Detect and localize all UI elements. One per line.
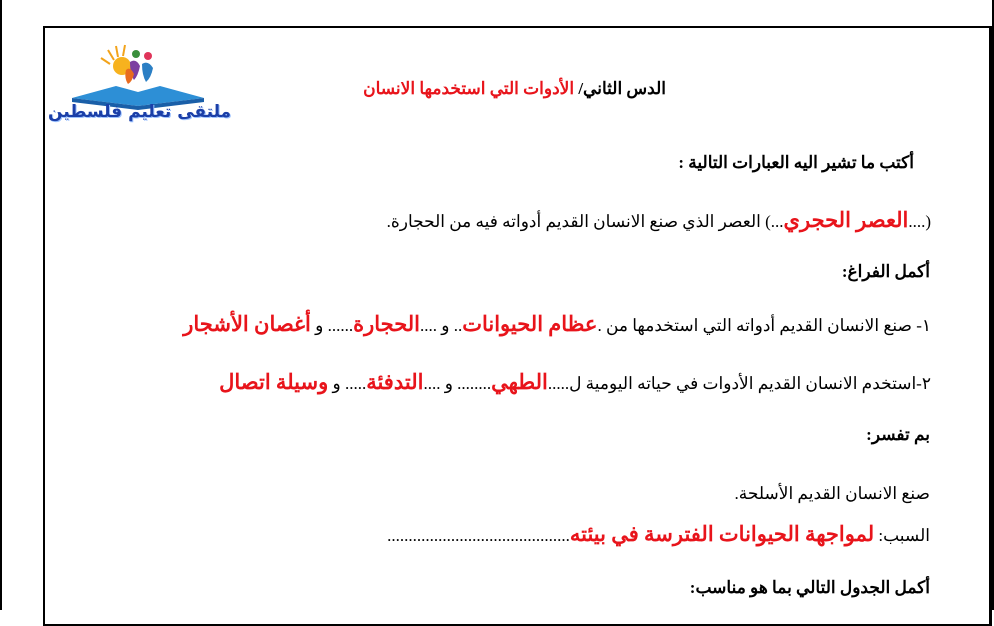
answer-reason: لمواجهة الحيوانات الفترسة في بيئته: [569, 522, 875, 546]
lesson-number: الدس الثاني/: [574, 79, 666, 98]
fill-question-1: [183, 312, 931, 337]
section-heading-table: أكمل الجدول التالي بما هو مناسب:: [689, 578, 930, 597]
answer-cooking: الطهي: [491, 370, 548, 394]
separator: .. و ....: [419, 316, 463, 335]
answer-tree-branches: أغصان الأشجار: [183, 312, 311, 336]
separator: ...... و: [310, 316, 354, 335]
section-heading-explain: بم تفسر:: [866, 425, 930, 444]
section-heading-fill-blanks: أكمل الفراغ:: [841, 262, 930, 281]
fill-question-2-text: ٢-استخدم الانسان القديم الأدوات في حياته اليومية ل.....: [547, 374, 931, 393]
explain-statement: صنع الانسان القديم الأسلحة.: [734, 484, 930, 503]
logo-text: ملتقى تعليم فلسطين: [48, 102, 232, 122]
answer-stones: الحجارة: [353, 312, 420, 336]
fill-question-2: [219, 370, 931, 395]
explain-reason: [387, 522, 930, 547]
section-heading-definitions: أكتب ما تشير اليه العبارات التالية :: [678, 153, 914, 172]
separator: ..... و: [328, 374, 367, 393]
definition-text: ...) العصر الذي صنع الانسان القديم أدواته فيه من الحجارة.: [386, 212, 784, 231]
lesson-topic: الأدوات التي استخدمها الانسان: [363, 79, 575, 98]
answer-stone-age: العصر الحجري: [783, 208, 909, 232]
fill-question-1-text: ١- صنع الانسان القديم أدواته التي استخدمها من .: [597, 316, 931, 335]
answer-animal-bones: عظام الحيوانات: [462, 312, 598, 336]
answer-communication: وسيلة اتصال: [219, 370, 329, 394]
definition-question-1: [387, 208, 931, 233]
lesson-title: [363, 79, 666, 99]
page-left-border: [0, 0, 2, 610]
separator: ........ و ....: [423, 374, 492, 393]
reason-label: السبب:: [874, 526, 930, 545]
answer-heating: التدفئة: [366, 370, 424, 394]
answer-dots: ...........................................: [387, 526, 570, 545]
open-paren: (....: [908, 212, 931, 231]
